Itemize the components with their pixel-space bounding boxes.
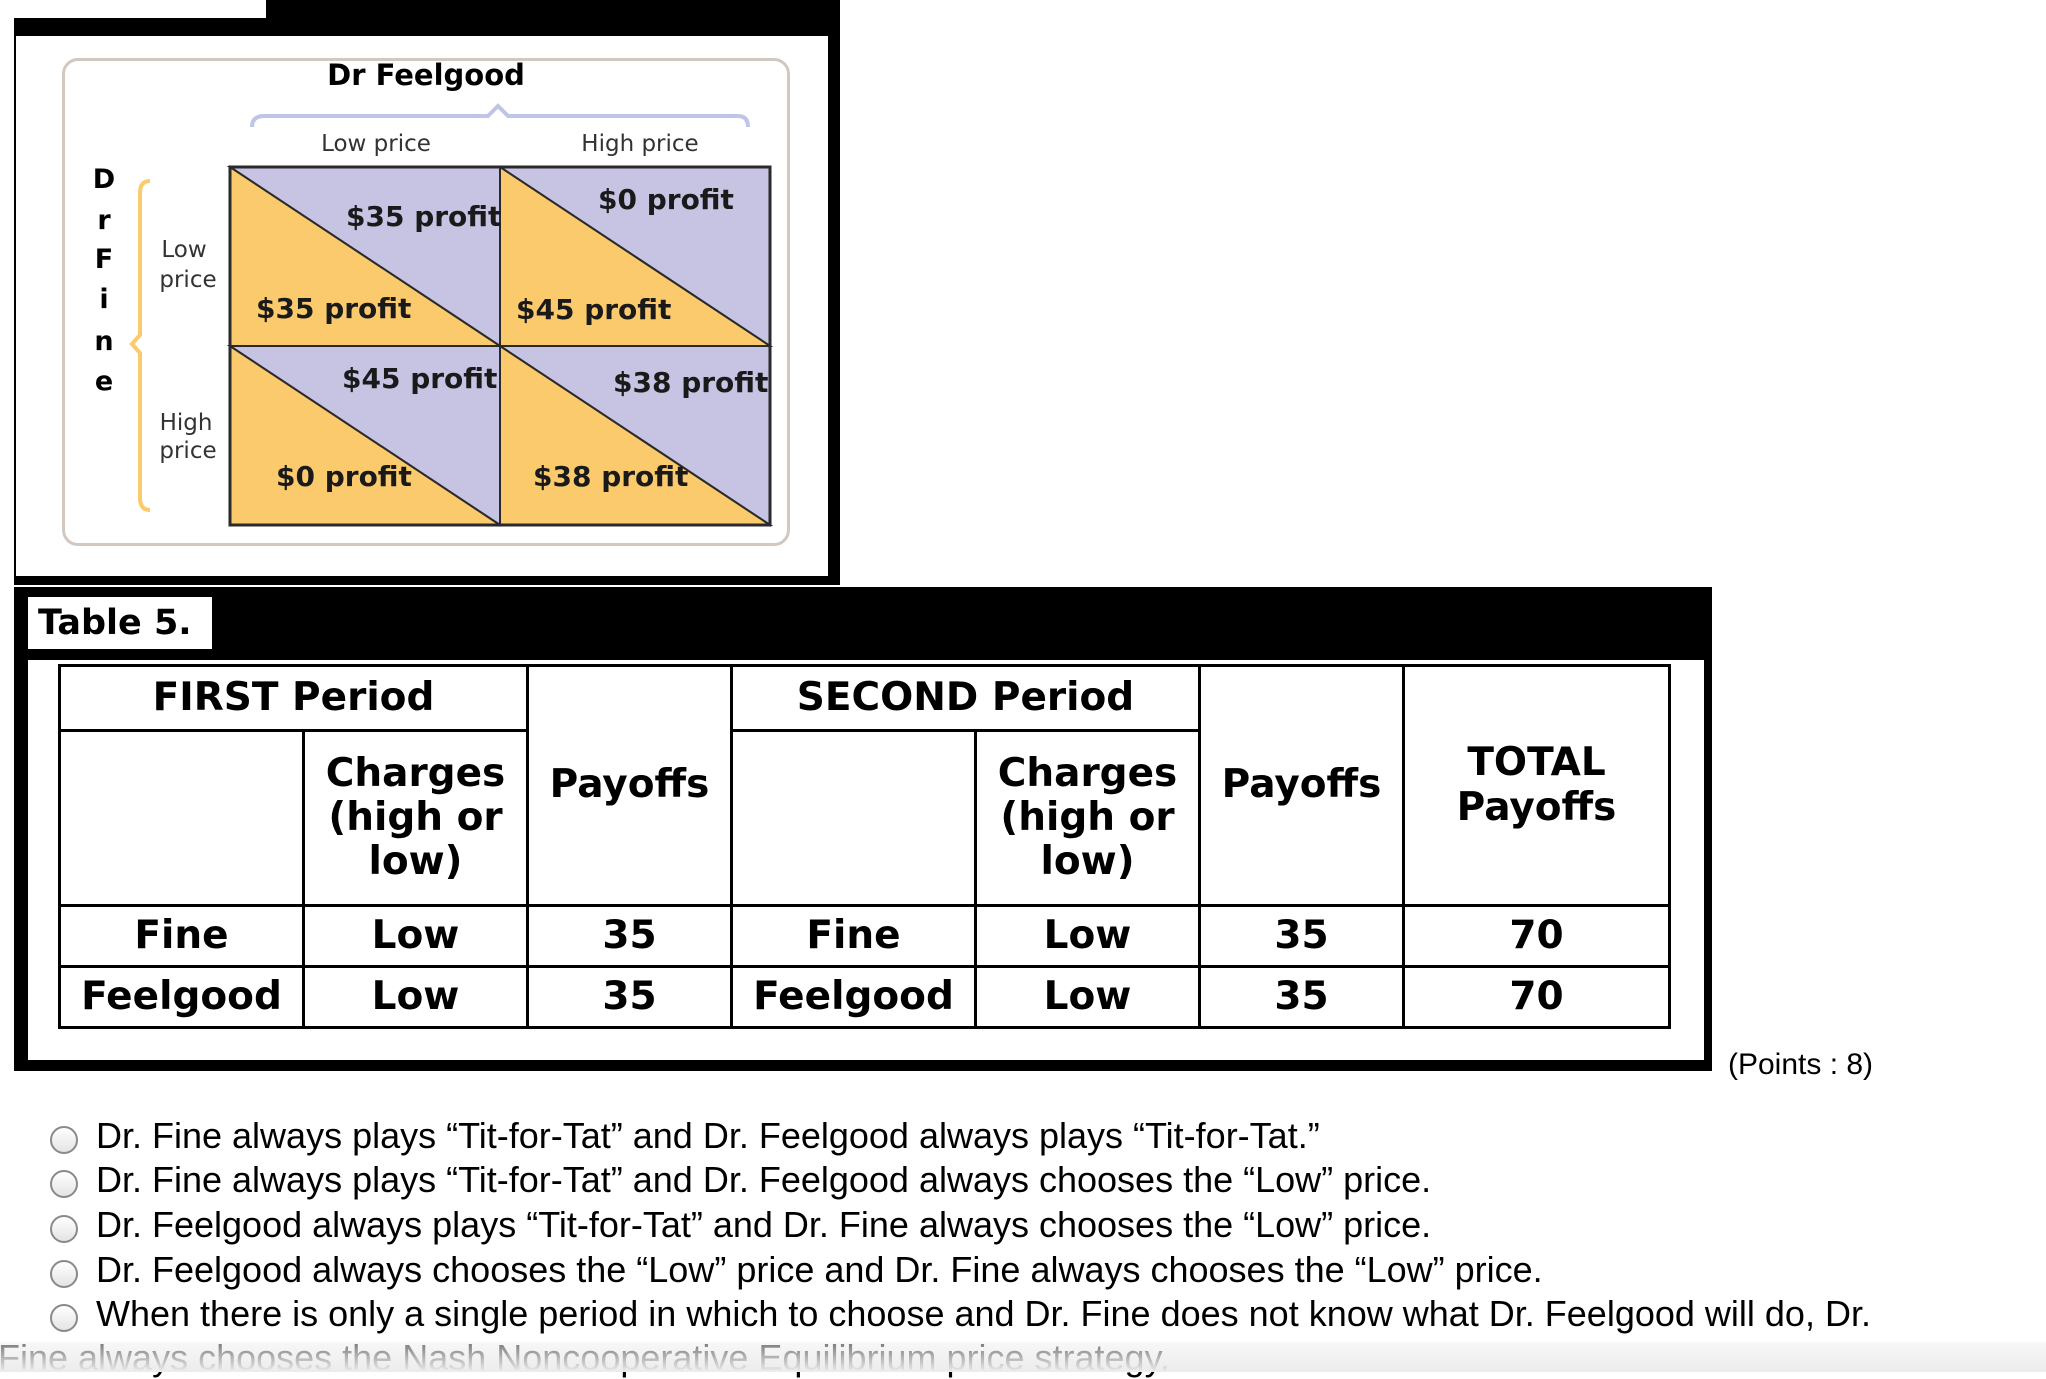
row-player-letter: F: [94, 244, 114, 275]
radio-button[interactable]: [50, 1260, 78, 1288]
row-label-low-2: price: [159, 267, 217, 293]
results-table: [58, 664, 1671, 1029]
row-brace: [132, 181, 150, 510]
answer-option-5[interactable]: [0, 1291, 2046, 1335]
points-label: (Points : 8): [1728, 1048, 1874, 1081]
row-player-second: Feelgood: [732, 967, 976, 1028]
answer-option-4[interactable]: [0, 1247, 2046, 1291]
answer-option-2[interactable]: [0, 1157, 2046, 1201]
charges-line-2: (high or: [328, 794, 503, 840]
total-line-2: Payoffs: [1456, 784, 1617, 830]
cell-low-high-feelgood-payoff: $0 profit: [598, 183, 734, 216]
column-label-low: Low price: [321, 131, 431, 157]
row-player-letter: D: [92, 164, 116, 195]
row-player-letter: r: [97, 205, 111, 236]
cell-low-low-feelgood-payoff: $35 profit: [346, 200, 502, 233]
total-line-1: TOTAL: [1467, 740, 1606, 786]
row-total: 70: [1404, 967, 1670, 1028]
cell-high-high-feelgood-payoff: $38 profit: [613, 366, 769, 399]
row-player-first: Fine: [60, 906, 304, 967]
table-title: Table 5.: [28, 597, 212, 649]
payoffs-header-2: Payoffs: [1200, 666, 1404, 906]
radio-button[interactable]: [50, 1126, 78, 1154]
answer-option-1[interactable]: [0, 1113, 2046, 1157]
row-player-second: Fine: [732, 906, 976, 967]
charges-header-2: [976, 731, 1200, 906]
bottom-fade: [0, 1342, 2046, 1372]
cell-low-low-fine-payoff: $35 profit: [256, 292, 412, 325]
first-period-header: FIRST Period: [60, 666, 528, 731]
answer-option-text[interactable]: Dr. Feelgood always plays “Tit-for-Tat” and Dr. Fine always chooses the “Low” price.: [96, 1204, 1432, 1245]
row-payoff-second: 35: [1200, 906, 1404, 967]
answer-option-text[interactable]: Dr. Feelgood always chooses the “Low” price and Dr. Fine always chooses the “Low” price.: [96, 1249, 1543, 1290]
charges-line-1: Charges: [325, 750, 506, 796]
column-label-high: High price: [581, 131, 699, 157]
cell-high-high-fine-payoff: $38 profit: [533, 460, 689, 493]
cell-high-low-feelgood-payoff: $45 profit: [342, 362, 498, 395]
row-charge-first: Low: [304, 906, 528, 967]
row-label-low-1: Low: [161, 237, 207, 263]
payoffs-header-1: Payoffs: [528, 666, 732, 906]
second-period-header: SECOND Period: [732, 666, 1200, 731]
row-charge-second: Low: [976, 906, 1200, 967]
row-player-letter: n: [94, 326, 114, 357]
row-charge-second: Low: [976, 967, 1200, 1028]
player-header-blank-1: [60, 731, 304, 906]
table-row: [60, 906, 1670, 967]
cell-low-high-fine-payoff: $45 profit: [516, 293, 672, 326]
charges-line-1: Charges: [997, 750, 1178, 796]
total-payoffs-header: [1404, 666, 1670, 906]
column-player-label: Dr Feelgood: [327, 58, 525, 92]
radio-button[interactable]: [50, 1215, 78, 1243]
charges-line-2: (high or: [1000, 794, 1175, 840]
row-payoff-first: 35: [528, 906, 732, 967]
charges-line-3: low): [368, 839, 463, 885]
row-charge-first: Low: [304, 967, 528, 1028]
row-payoff-first: 35: [528, 967, 732, 1028]
answer-option-text[interactable]: Dr. Fine always plays “Tit-for-Tat” and Dr. Feelgood always chooses the “Low” price.: [96, 1159, 1432, 1200]
answer-option-text[interactable]: Dr. Fine always plays “Tit-for-Tat” and Dr. Feelgood always plays “Tit-for-Tat.”: [96, 1115, 1320, 1156]
answer-option-text[interactable]: When there is only a single period in which to choose and Dr. Fine does not know what Dr. Feelgood will do, Dr.: [96, 1293, 1871, 1334]
row-player-letter: i: [99, 284, 109, 315]
player-header-blank-2: [732, 731, 976, 906]
answer-option-3[interactable]: [0, 1202, 2046, 1246]
row-label-high-1: High: [159, 410, 213, 436]
row-player-first: Feelgood: [60, 967, 304, 1028]
radio-button[interactable]: [50, 1304, 78, 1332]
payoff-matrix: [0, 0, 2046, 600]
row-total: 70: [1404, 906, 1670, 967]
cell-high-low-fine-payoff: $0 profit: [276, 460, 412, 493]
column-brace: [252, 106, 748, 127]
row-label-high-2: price: [159, 438, 217, 464]
charges-line-3: low): [1040, 839, 1135, 885]
radio-button[interactable]: [50, 1170, 78, 1198]
row-payoff-second: 35: [1200, 967, 1404, 1028]
table-row: [60, 967, 1670, 1028]
charges-header-1: [304, 731, 528, 906]
row-player-letter: e: [94, 366, 114, 397]
